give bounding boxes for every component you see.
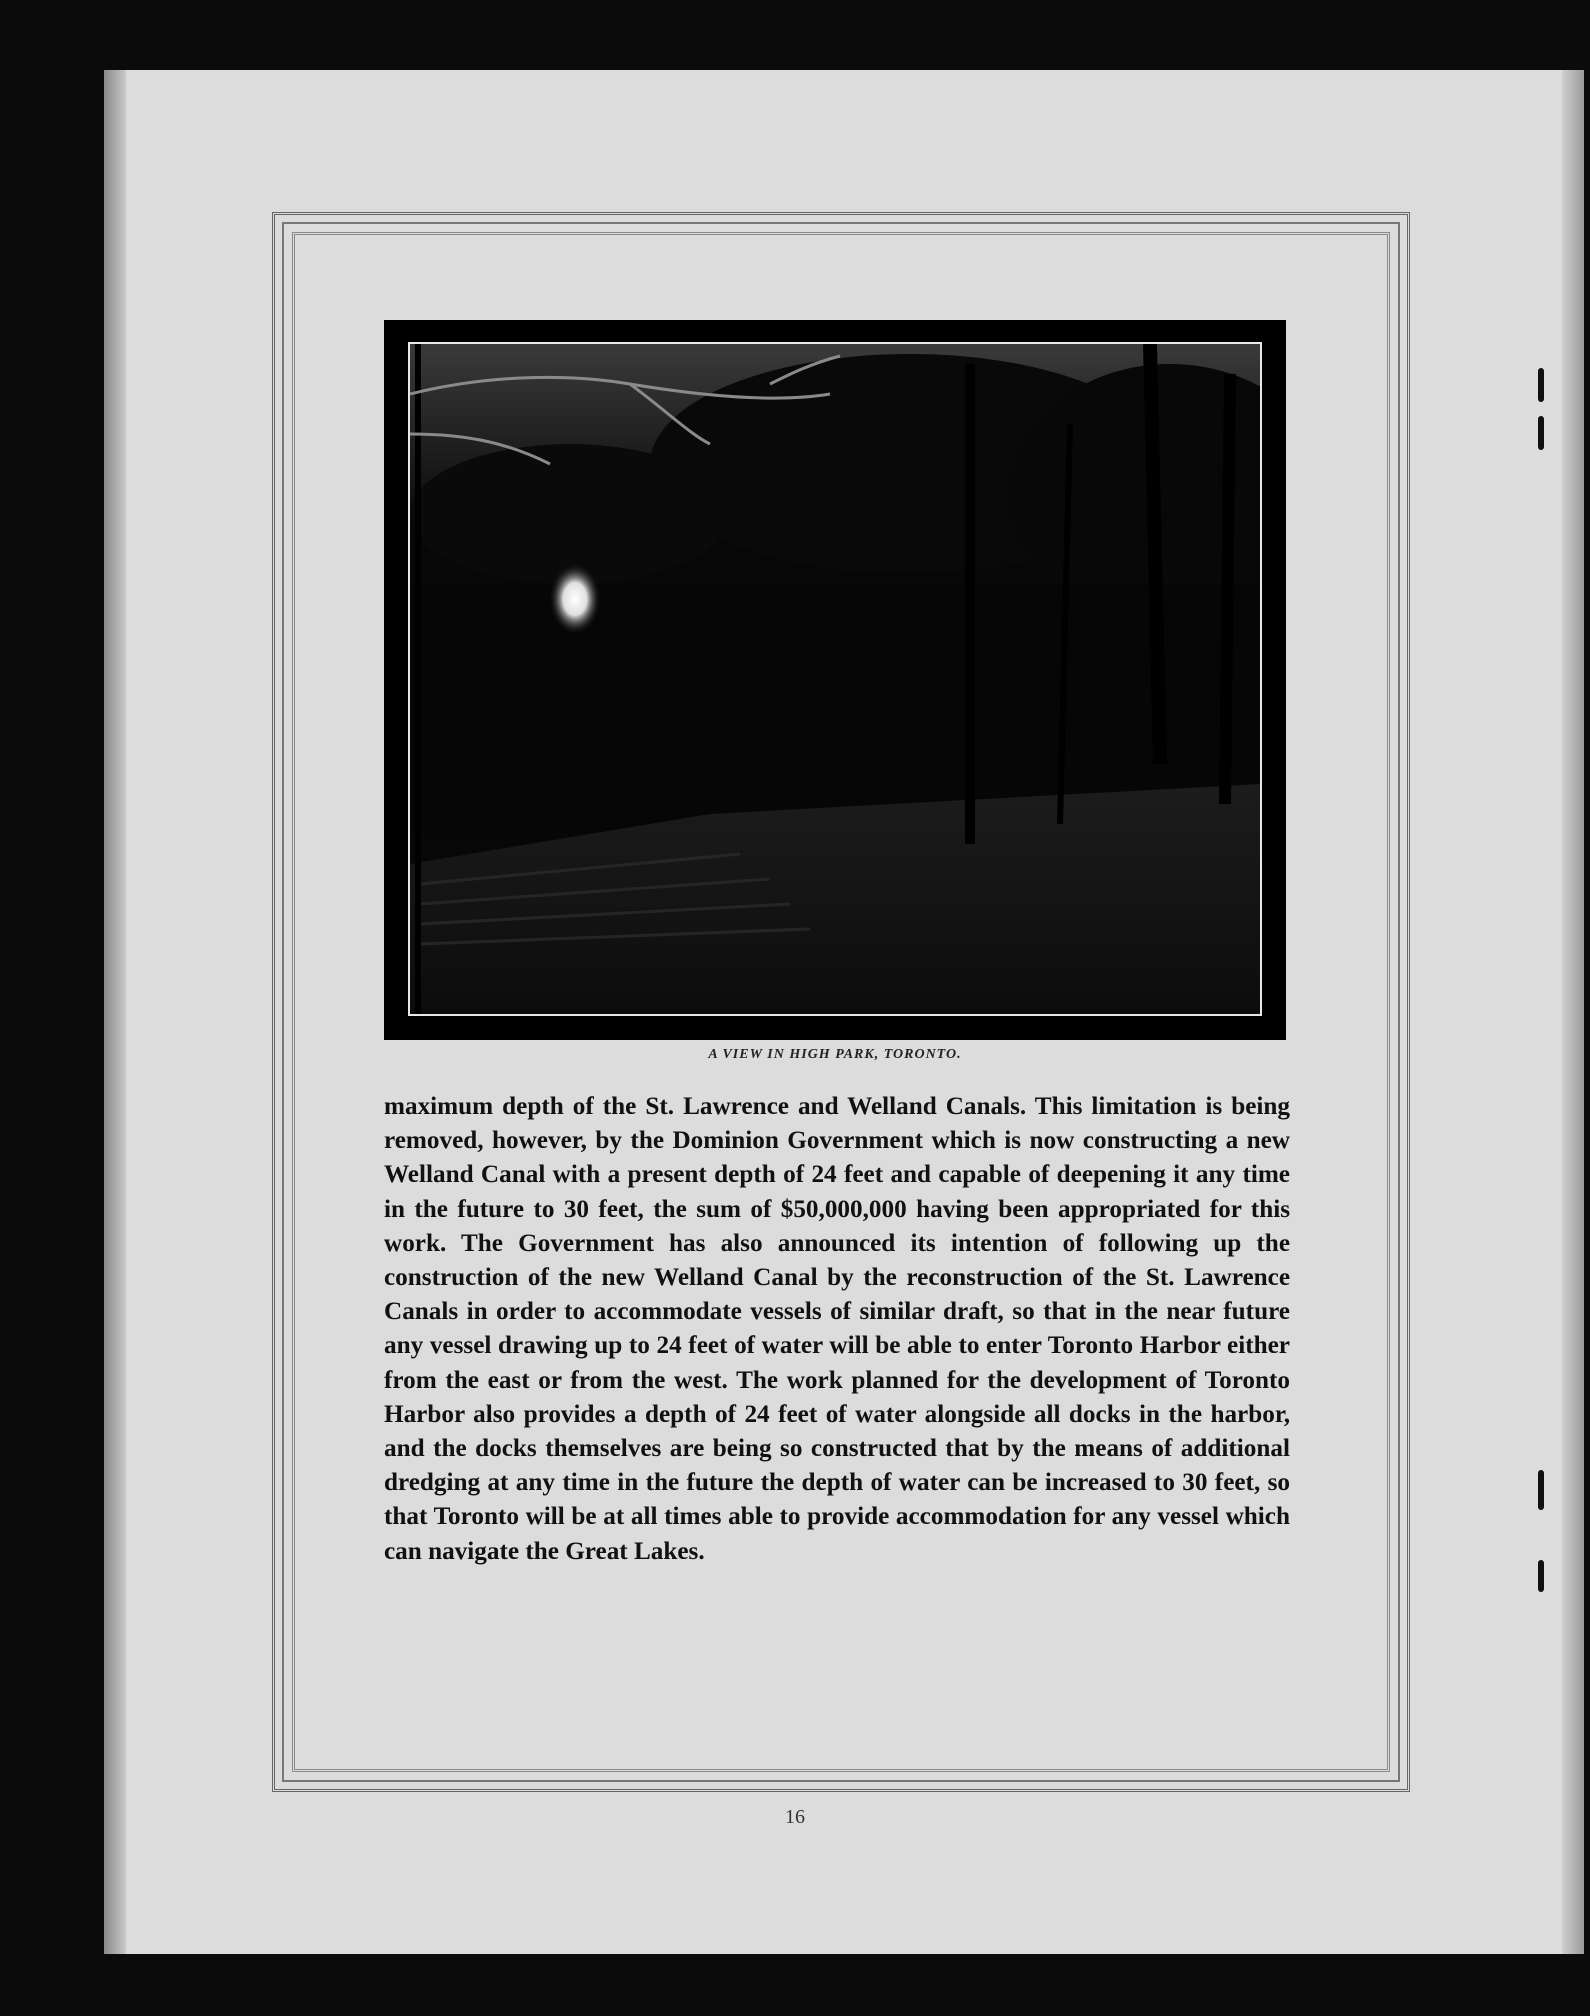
scan-artifact-mark	[1538, 1470, 1544, 1510]
photo-caption: A VIEW IN HIGH PARK, TORONTO.	[708, 1047, 962, 1062]
scan-artifact-mark	[1538, 368, 1544, 402]
park-scene-illustration	[410, 344, 1260, 1014]
scan-artifact-mark	[1538, 1560, 1544, 1592]
photograph-image	[408, 342, 1262, 1016]
park-photograph	[384, 320, 1286, 1040]
body-paragraph: maximum depth of the St. Lawrence and Welland Canals. This limitation is being removed, however, by the Dominion Government which is now constructing a new Welland Canal with a present depth of 24 feet and capable of deepening it any time in the future to 30 feet, the sum of $50,000,000 having been appropriated for this work. The Government has also announced its intention of following up the construction of the new Welland Canal by the reconstruction of the St. Lawrence Canals in order to accommodate vessels of similar draft, so that in the near future any vessel drawing up to 24 feet of water will be able to enter Toronto Harbor either from the east or from the west. The work planned for the development of Toronto Harbor also provides a depth of 24 feet of water alongside all docks in the harbor, and the docks themselves are being so constructed that by the means of additional dredging at any time in the future the depth of water can be increased to 30 feet, so that Toronto will be at all times able to provide accommodation for any vessel which can navigate the Great Lakes.	[384, 1093, 1290, 1565]
page-number: 16	[785, 1806, 805, 1828]
scan-artifact-mark	[1538, 416, 1544, 450]
